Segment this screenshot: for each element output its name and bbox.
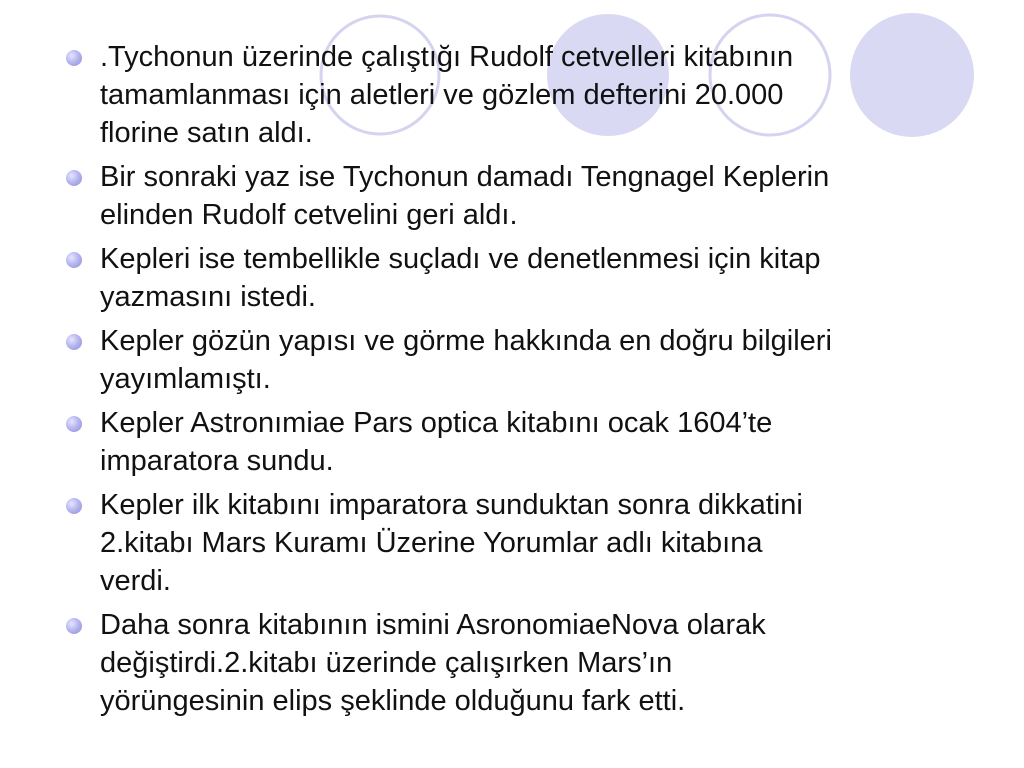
bullet-text: Daha sonra kitabının ismini AsronomiaeNova olarak değiştirdi.2.kitabı üzerinde çalışırken Mars’ın yörüngesinin elips şeklinde olduğunu fark etti. [100, 609, 766, 717]
bullet-item [62, 404, 992, 480]
bullet-list [62, 38, 992, 726]
bullet-text: .Tychonun üzerinde çalıştığı Rudolf cetvelleri kitabının tamamlanması için aletleri ve gözlem defterini 20.000 florine satın aldı. [100, 41, 794, 149]
bullet-item [62, 606, 992, 720]
bullet-dot-icon [66, 252, 82, 268]
bullet-dot-icon [66, 334, 82, 350]
bullet-item [62, 486, 992, 600]
bullet-item [62, 38, 992, 152]
bullet-text: Kepler gözün yapısı ve görme hakkında en doğru bilgileri yayımlamıştı. [100, 325, 832, 395]
bullet-dot-icon [66, 50, 82, 66]
bullet-text: Bir sonraki yaz ise Tychonun damadı Tengnagel Keplerin elinden Rudolf cetvelini geri aldı. [100, 161, 830, 231]
bullet-text: Kepler Astronımiae Pars optica kitabını ocak 1604’te imparatora sundu. [100, 407, 773, 477]
bullet-dot-icon [66, 170, 82, 186]
bullet-dot-icon [66, 618, 82, 634]
bullet-item [62, 322, 992, 398]
bullet-item [62, 158, 992, 234]
bullet-dot-icon [66, 416, 82, 432]
bullet-text: Kepler ilk kitabını imparatora sunduktan sonra dikkatini 2.kitabı Mars Kuramı Üzerine Yorumlar adlı kitabına verdi. [100, 489, 803, 597]
bullet-text: Kepleri ise tembellikle suçladı ve denetlenmesi için kitap yazmasını istedi. [100, 243, 821, 313]
bullet-item [62, 240, 992, 316]
bullet-dot-icon [66, 498, 82, 514]
